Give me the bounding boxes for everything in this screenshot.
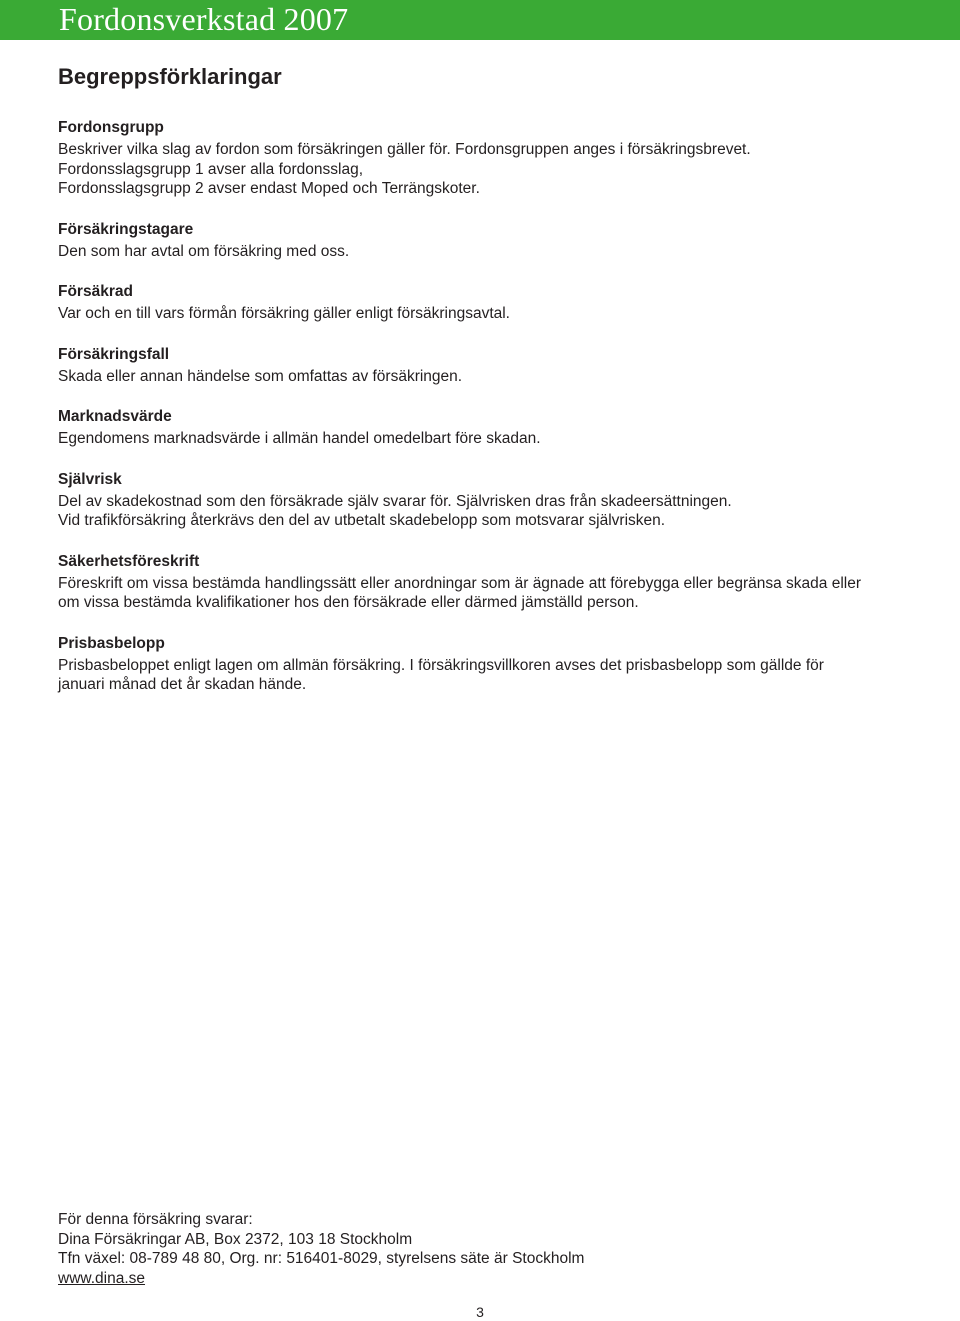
term-definition-line: Prisbasbeloppet enligt lagen om allmän försäkring. I försäkringsvillkoren avses det prisbasbelopp som gällde för — [58, 656, 824, 674]
term-entry — [58, 407, 918, 449]
term-definition-line: om vissa bestämda kvalifikationer hos den försäkrade eller därmed jämställd person. — [58, 594, 639, 611]
document-title: Fordonsverkstad 2007 — [59, 1, 349, 37]
term-definition-line: Föreskrift om vissa bestämda handlingssätt eller anordningar som är ägnade att förebygga eller begränsa skada eller — [58, 574, 861, 592]
term-definition-line: Fordonsslagsgrupp 1 avser alla fordonsslag, — [58, 160, 364, 178]
term-definition-line: Del av skadekostnad som den försäkrade själv svarar för. Självrisken dras från skadeersättningen. — [58, 492, 732, 510]
footer-contact: Tfn växel: 08-789 48 80, Org. nr: 516401-8029, styrelsens säte är Stockholm — [58, 1250, 585, 1267]
page-heading: Begreppsförklaringar — [58, 64, 282, 89]
term-definition-line: Beskriver vilka slag av fordon som försäkringen gäller för. Fordonsgruppen anges i försäkringsbrevet. — [58, 141, 751, 158]
term-title: Försäkringsfall — [58, 345, 170, 363]
term-title: Försäkrad — [58, 283, 133, 300]
term-entry — [58, 118, 918, 199]
term-title: Säkerhetsföreskrift — [58, 552, 200, 570]
page-number: 3 — [476, 1304, 484, 1320]
term-definition-line: Egendomens marknadsvärde i allmän handel omedelbart före skadan. — [58, 430, 541, 447]
footer — [58, 1210, 918, 1288]
term-entry — [58, 470, 918, 531]
header-banner — [0, 0, 960, 40]
term-definition-line: Den som har avtal om försäkring med oss. — [58, 242, 350, 260]
term-definition-line: Var och en till vars förmån försäkring gäller enligt försäkringsavtal. — [58, 305, 510, 322]
term-definition-line: Fordonsslagsgrupp 2 avser endast Moped och Terrängskoter. — [58, 180, 480, 197]
term-entry — [58, 345, 918, 387]
footer-address: Dina Försäkringar AB, Box 2372, 103 18 Stockholm — [58, 1230, 413, 1248]
term-entry — [58, 220, 918, 262]
website-link[interactable]: www.dina.se — [58, 1269, 146, 1287]
term-title: Självrisk — [58, 470, 122, 488]
term-title: Prisbasbelopp — [58, 634, 165, 652]
term-definition-line: januari månad det år skadan hände. — [58, 676, 307, 693]
term-entry — [58, 634, 918, 695]
term-entry — [58, 282, 918, 324]
term-title: Försäkringstagare — [58, 220, 194, 238]
term-definition-line: Vid trafikförsäkring återkrävs den del av utbetalt skadebelopp som motsvarar självrisken. — [58, 512, 666, 529]
term-entry — [58, 552, 918, 613]
term-title: Marknadsvärde — [58, 408, 172, 425]
main-content — [58, 63, 918, 716]
term-definition-line: Skada eller annan händelse som omfattas av försäkringen. — [58, 367, 463, 385]
term-title: Fordonsgrupp — [58, 119, 164, 136]
terms-list — [58, 118, 918, 695]
footer-intro: För denna försäkring svarar: — [58, 1211, 253, 1228]
